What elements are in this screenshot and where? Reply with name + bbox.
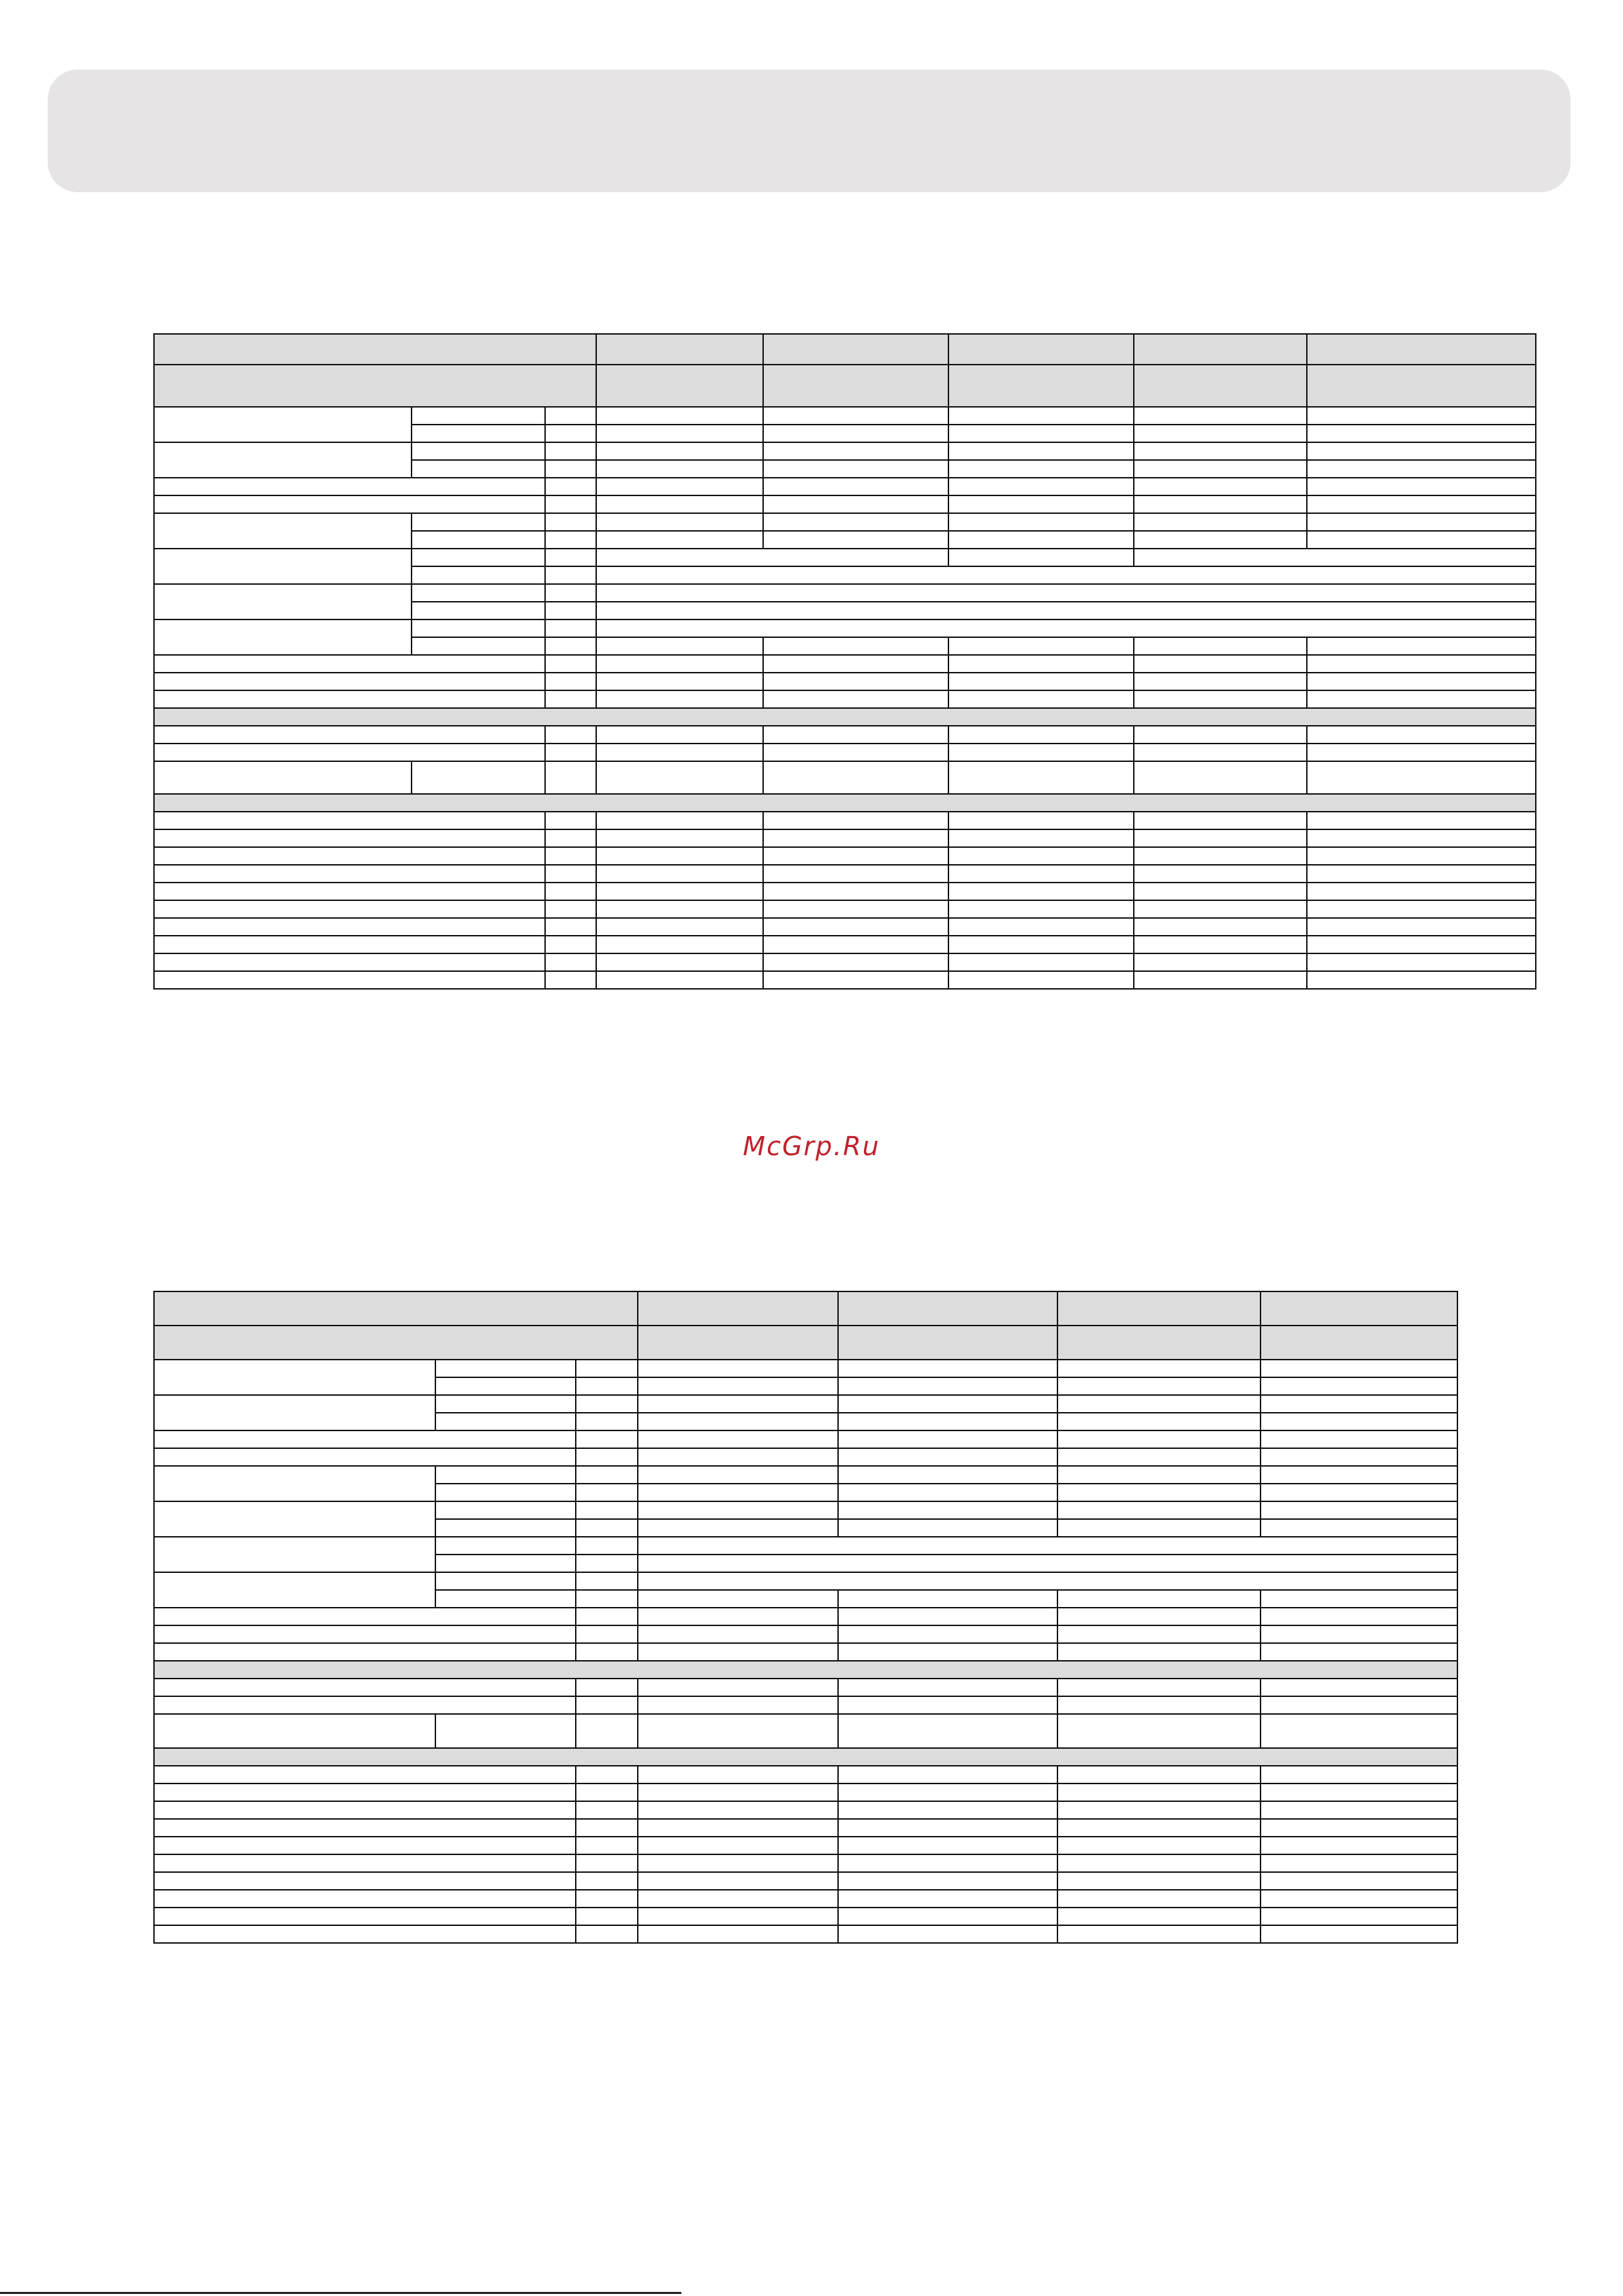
table-row (154, 478, 1536, 495)
table-row (154, 1766, 1457, 1784)
spec-table-2 (153, 1291, 1458, 1944)
table-row (154, 584, 1536, 602)
table-row (154, 1291, 1457, 1326)
header-banner (48, 70, 1571, 192)
table-row (154, 1801, 1457, 1819)
table-row (154, 442, 1536, 460)
table-row (154, 1572, 1457, 1590)
table-row (154, 1784, 1457, 1801)
table-row (154, 1360, 1457, 1377)
section-row (154, 794, 1536, 812)
section-row (154, 708, 1536, 726)
table-row (154, 1608, 1457, 1625)
table-row (154, 1501, 1457, 1519)
table-row (154, 1696, 1457, 1714)
table-row (154, 690, 1536, 708)
table-row (154, 1395, 1457, 1413)
table-row (154, 1625, 1457, 1643)
table-row (154, 1430, 1457, 1448)
table-row (154, 1714, 1457, 1748)
table-row (154, 495, 1536, 513)
table-row (154, 1925, 1457, 1943)
table-row (154, 1872, 1457, 1890)
table-row (154, 1679, 1457, 1696)
spec-table-1 (153, 333, 1536, 990)
table-row (154, 619, 1536, 637)
table-row (154, 365, 1536, 407)
table-row (154, 1537, 1457, 1555)
table-row (154, 1448, 1457, 1466)
table-row (154, 726, 1536, 744)
table-row (154, 744, 1536, 761)
table-row (154, 1854, 1457, 1872)
table-row (154, 918, 1536, 936)
table-row (154, 407, 1536, 425)
table-row (154, 549, 1536, 566)
table-row (154, 900, 1536, 918)
table-row (154, 655, 1536, 673)
table-row (154, 971, 1536, 989)
table-row (154, 865, 1536, 883)
table-row (154, 761, 1536, 794)
table-row (154, 1890, 1457, 1908)
table-row (154, 1643, 1457, 1661)
section-row (154, 1661, 1457, 1679)
table-row (154, 673, 1536, 690)
table-row (154, 953, 1536, 971)
table-row (154, 1908, 1457, 1925)
table-row (154, 812, 1536, 829)
table-row (154, 334, 1536, 365)
table-row (154, 847, 1536, 865)
table-row (154, 829, 1536, 847)
table-row (154, 1326, 1457, 1360)
watermark: McGrp.Ru (743, 1131, 880, 1161)
table-row (154, 936, 1536, 953)
table-row (154, 883, 1536, 900)
table-row (154, 513, 1536, 531)
table-row (154, 1819, 1457, 1837)
footer-rule (0, 2292, 681, 2294)
table-row (154, 1837, 1457, 1854)
section-row (154, 1748, 1457, 1766)
table-row (154, 1466, 1457, 1484)
